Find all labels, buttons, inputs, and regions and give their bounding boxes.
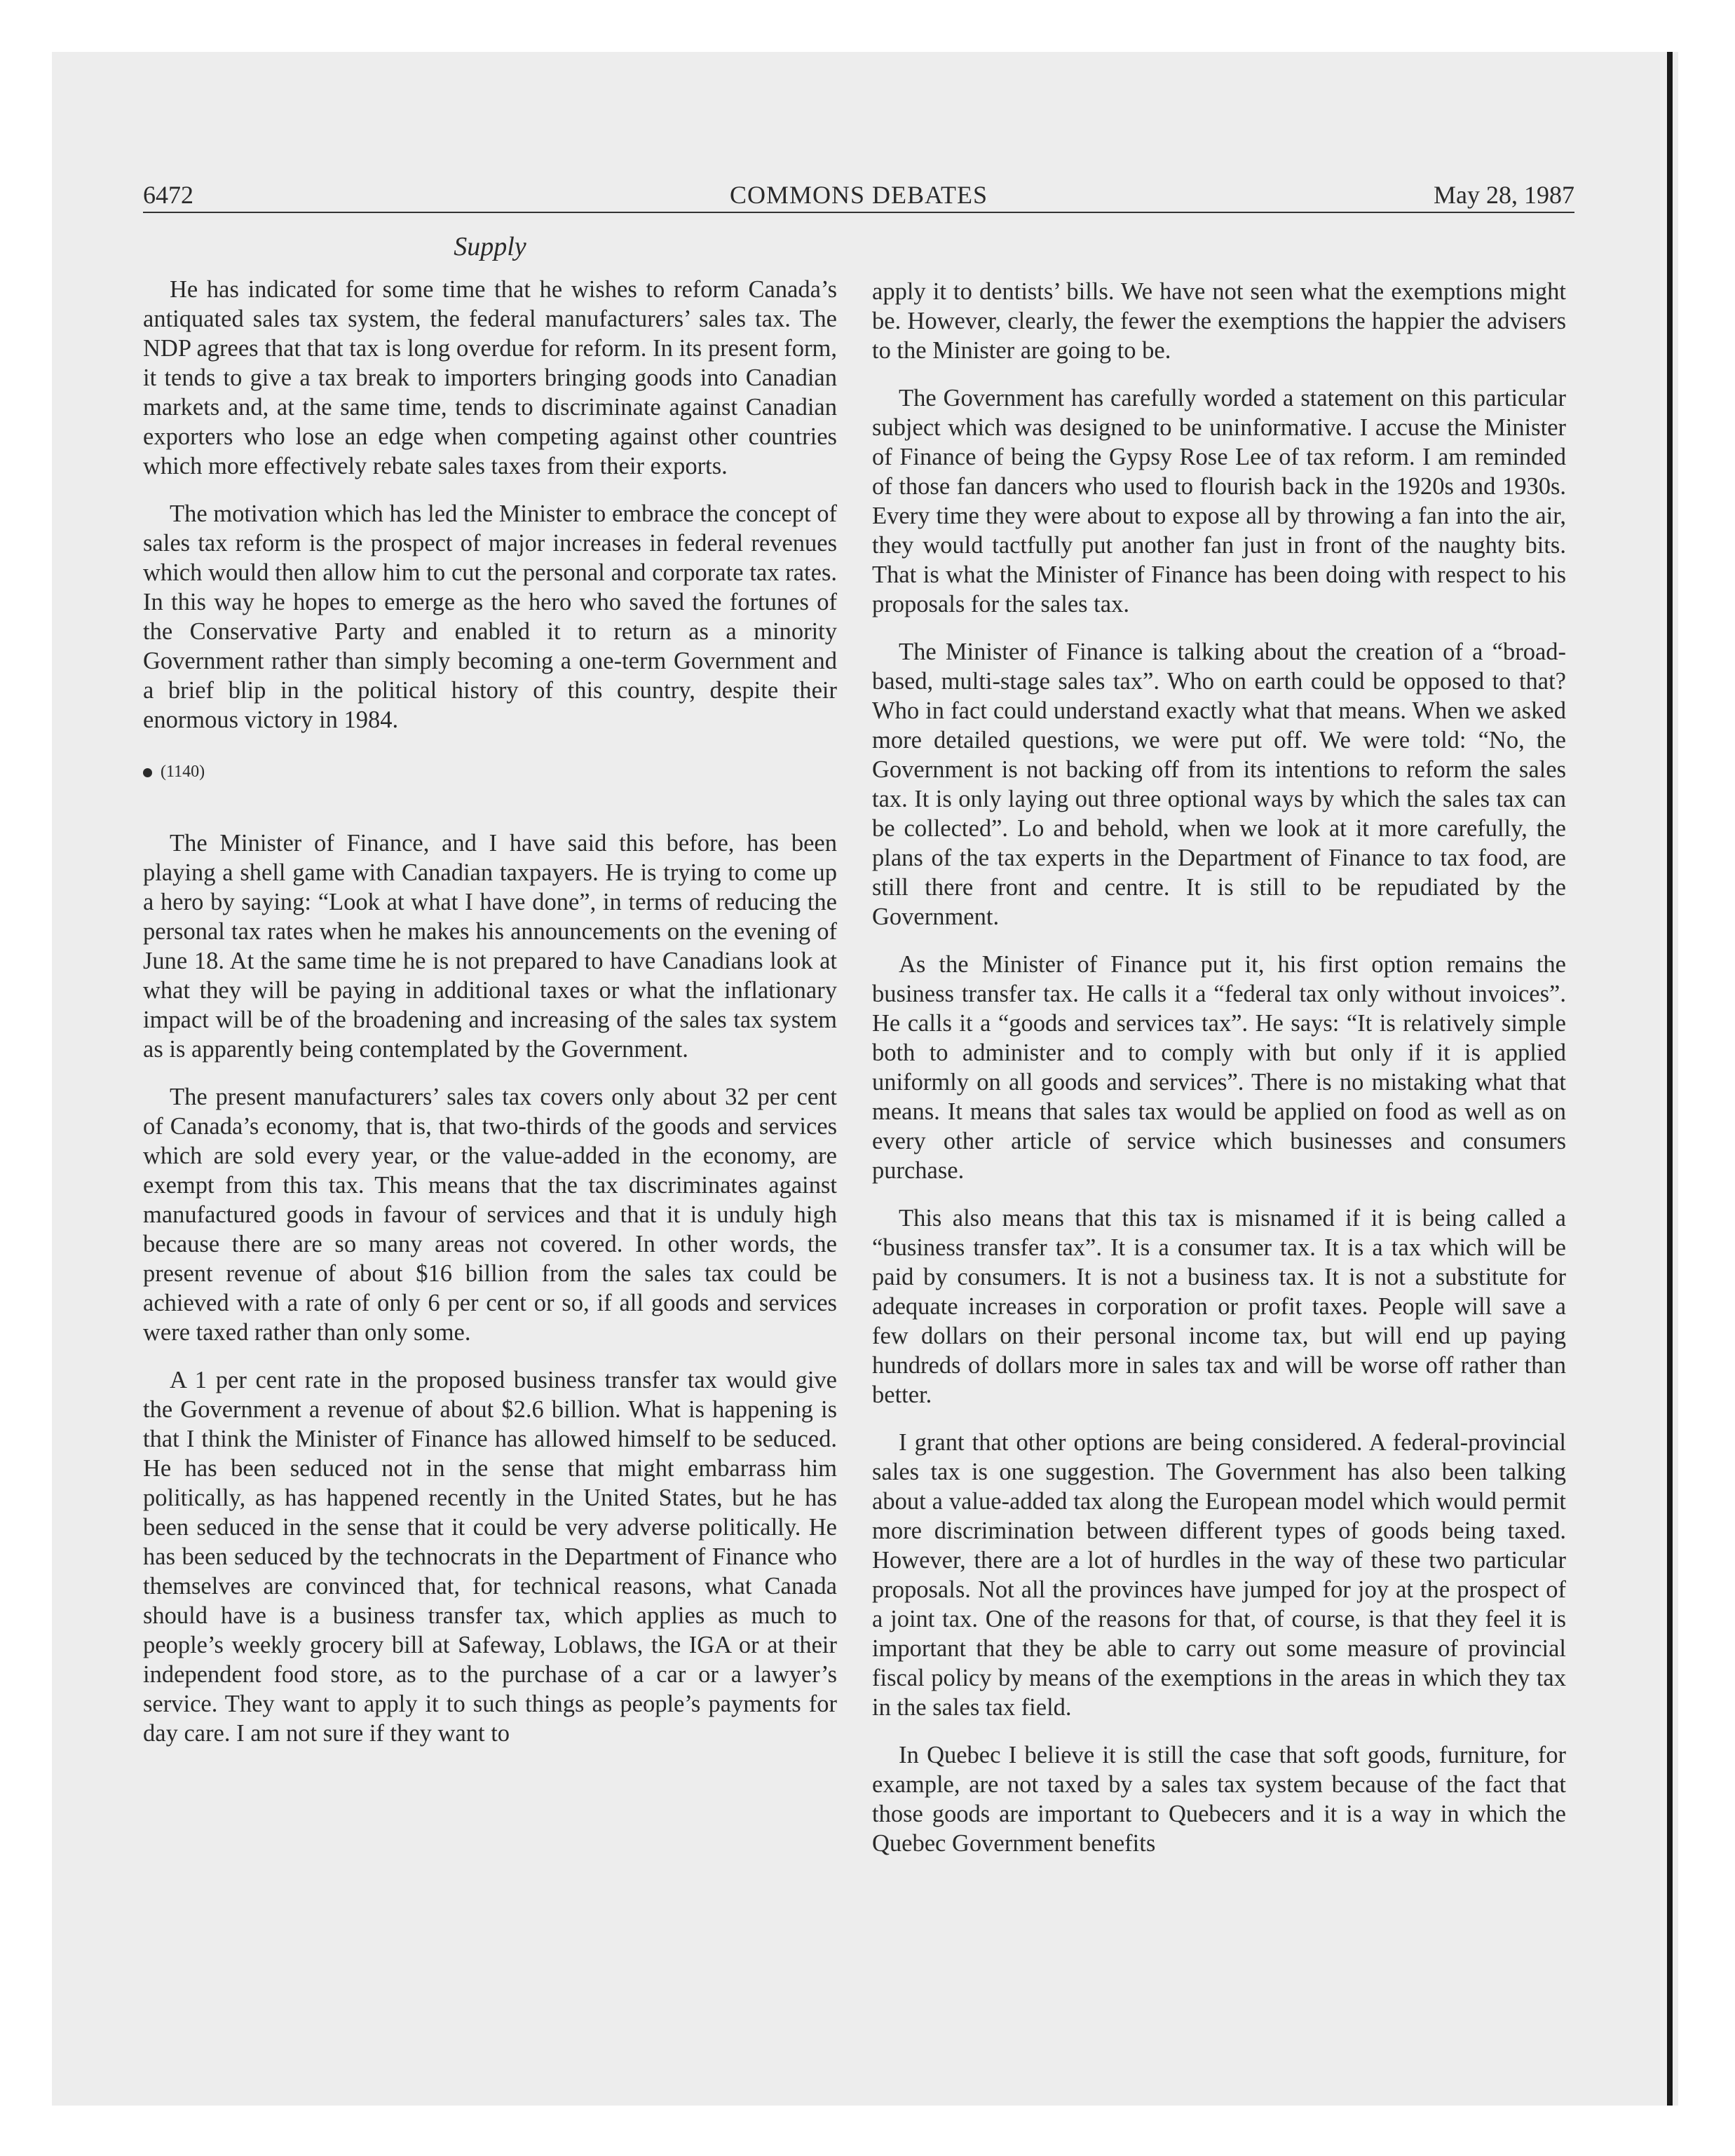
paragraph: The present manufacturers’ sales tax covers only about 32 per cent of Canada’s economy, that is, that two-thirds of the goods and services which are sold every year, or the value-added in the economy, are exempt from this tax. This means that the tax discriminates against manufactured goods in favour of services and that it is unduly high because there are so many areas not covered. In other words, the present revenue of about $16 billion from the sales tax could be achieved with a rate of only 6 per cent or so, if all goods and services were taxed rather than only some.	[143, 1084, 837, 1346]
page-number: 6472	[143, 181, 193, 209]
scan-edge-bar	[1667, 52, 1673, 2106]
left-column	[143, 275, 837, 1766]
issue-date: May 28, 1987	[1434, 181, 1574, 209]
time-marker	[143, 753, 837, 786]
journal-title: COMMONS DEBATES	[729, 181, 988, 209]
paragraph: This also means that this tax is misnamed if it is being called a “business transfer tax”. It is a consumer tax. It is a tax which will be paid by consumers. It is not a business tax. It is not a substitute for adequate increases in corporation or profit taxes. People will save a few dollars on their personal income tax, but will end up paying hundreds of dollars more in sales tax and will be worse off rather than better.	[872, 1205, 1566, 1408]
right-column	[872, 277, 1566, 1876]
paragraph: As the Minister of Finance put it, his first option remains the business transfer tax. He calls it a “federal tax only without invoices”. He calls it a “goods and services tax”. He says: “It is relatively simple both to administer and to comply with but only if it is applied uniformly on all goods and services”. There is no mistaking what that means. It means that sales tax would be applied on food as well as on every other article of service which businesses and consumers purchase.	[872, 951, 1566, 1184]
paragraph: The motivation which has led the Minister to embrace the concept of sales tax reform is the prospect of major increases in federal revenues which would then allow him to cut the personal and corporate tax rates. In this way he hopes to emerge as the hero who saved the fortunes of the Conservative Party and enabled it to return as a minority Government rather than simply becoming a one-term Government and a brief blip in the political history of this country, despite their enormous victory in 1984.	[143, 500, 837, 733]
bullet-icon	[143, 768, 152, 777]
paragraph: The Government has carefully worded a statement on this particular subject which was designed to be uninformative. I accuse the Minister of Finance of being the Gypsy Rose Lee of tax reform. I am reminded of those fan dancers who used to flourish back in the 1920s and 1930s. Every time they were about to expose all by throwing a fan into the air, they would tactfully put another fan just in front of the naughty bits. That is what the Minister of Finance has been doing with respect to his proposals for the sales tax.	[872, 385, 1566, 618]
paragraph: A 1 per cent rate in the proposed business transfer tax would give the Government a revenue of about $2.6 billion. What is happening is that I think the Minister of Finance has allowed himself to be seduced. He has been seduced not in the sense that might embarrass him politically, as has happened recently in the United States, but he has been seduced in the sense that it could be very adverse politically. He has been seduced by the technocrats in the Department of Finance who themselves are convinced that, for technical reasons, what Canada should have is a business transfer tax, which applies as much to people’s weekly grocery bill at Safeway, Loblaws, the IGA or at their independent food store, as to the purchase of a car or a lawyer’s service. They want to apply it to such things as people’s payments for day care. I am not sure if they want to	[143, 1367, 837, 1747]
paragraph: He has indicated for some time that he wishes to reform Canada’s antiquated sales tax system, the federal manufacturers’ sales tax. The NDP agrees that that tax is long overdue for reform. In its present form, it tends to give a tax break to importers bringing goods into Canadian markets and, at the same time, tends to discriminate against Canadian exporters who lose an edge when competing against other countries which more effectively rebate sales taxes from their exports.	[143, 276, 837, 479]
paragraph: I grant that other options are being considered. A federal-provincial sales tax is one suggestion. The Government has also been talking about a value-added tax along the European model which would permit more discrimination between different types of goods being taxed. However, there are a lot of hurdles in the way of these two particular proposals. Not all the provinces have jumped for joy at the prospect of a joint tax. One of the reasons for that, of course, is that they feel it is important that they be able to carry out some measure of provincial fiscal policy by means of the exemptions in the areas in which they tax in the sales tax field.	[872, 1429, 1566, 1721]
header-rule	[143, 212, 1574, 213]
page-header	[143, 178, 1574, 213]
paragraph: The Minister of Finance, and I have said this before, has been playing a shell game with Canadian taxpayers. He is trying to come up a hero by saying: “Look at what I have done”, in terms of reducing the personal tax rates when he makes his announcements on the evening of June 18. At the same time he is not prepared to have Canadians look at what they will be paying in additional taxes or what the inflationary impact will be of the broadening and increasing of the sales tax system as is apparently being contemplated by the Government.	[143, 830, 837, 1063]
paragraph: In Quebec I believe it is still the case that soft goods, furniture, for example, are not taxed by a sales tax system because of the fact that those goods are important to Quebecers and it is a way in which the Quebec Government benefits	[872, 1742, 1566, 1857]
paragraph: The Minister of Finance is talking about the creation of a “broad-based, multi-stage sales tax”. Who on earth could be opposed to that? Who in fact could understand exactly what that means. When we asked more detailed questions, we were put off. We were told: “No, the Government is not backing off from its intentions to reform the sales tax. It is only laying out three optional ways by which the sales tax can be collected”. Lo and behold, when we look at it more carefully, the plans of the tax experts in the Department of Finance to tax food, are still there front and centre. It is still to be repudiated by the Government.	[872, 639, 1566, 930]
time-marker-label: (1140)	[161, 763, 205, 781]
section-title: Supply	[454, 232, 526, 261]
paragraph-continued: apply it to dentists’ bills. We have not seen what the exemptions might be. However, clearly, the fewer the exemptions the happier the advisers to the Minister are going to be.	[872, 278, 1566, 364]
